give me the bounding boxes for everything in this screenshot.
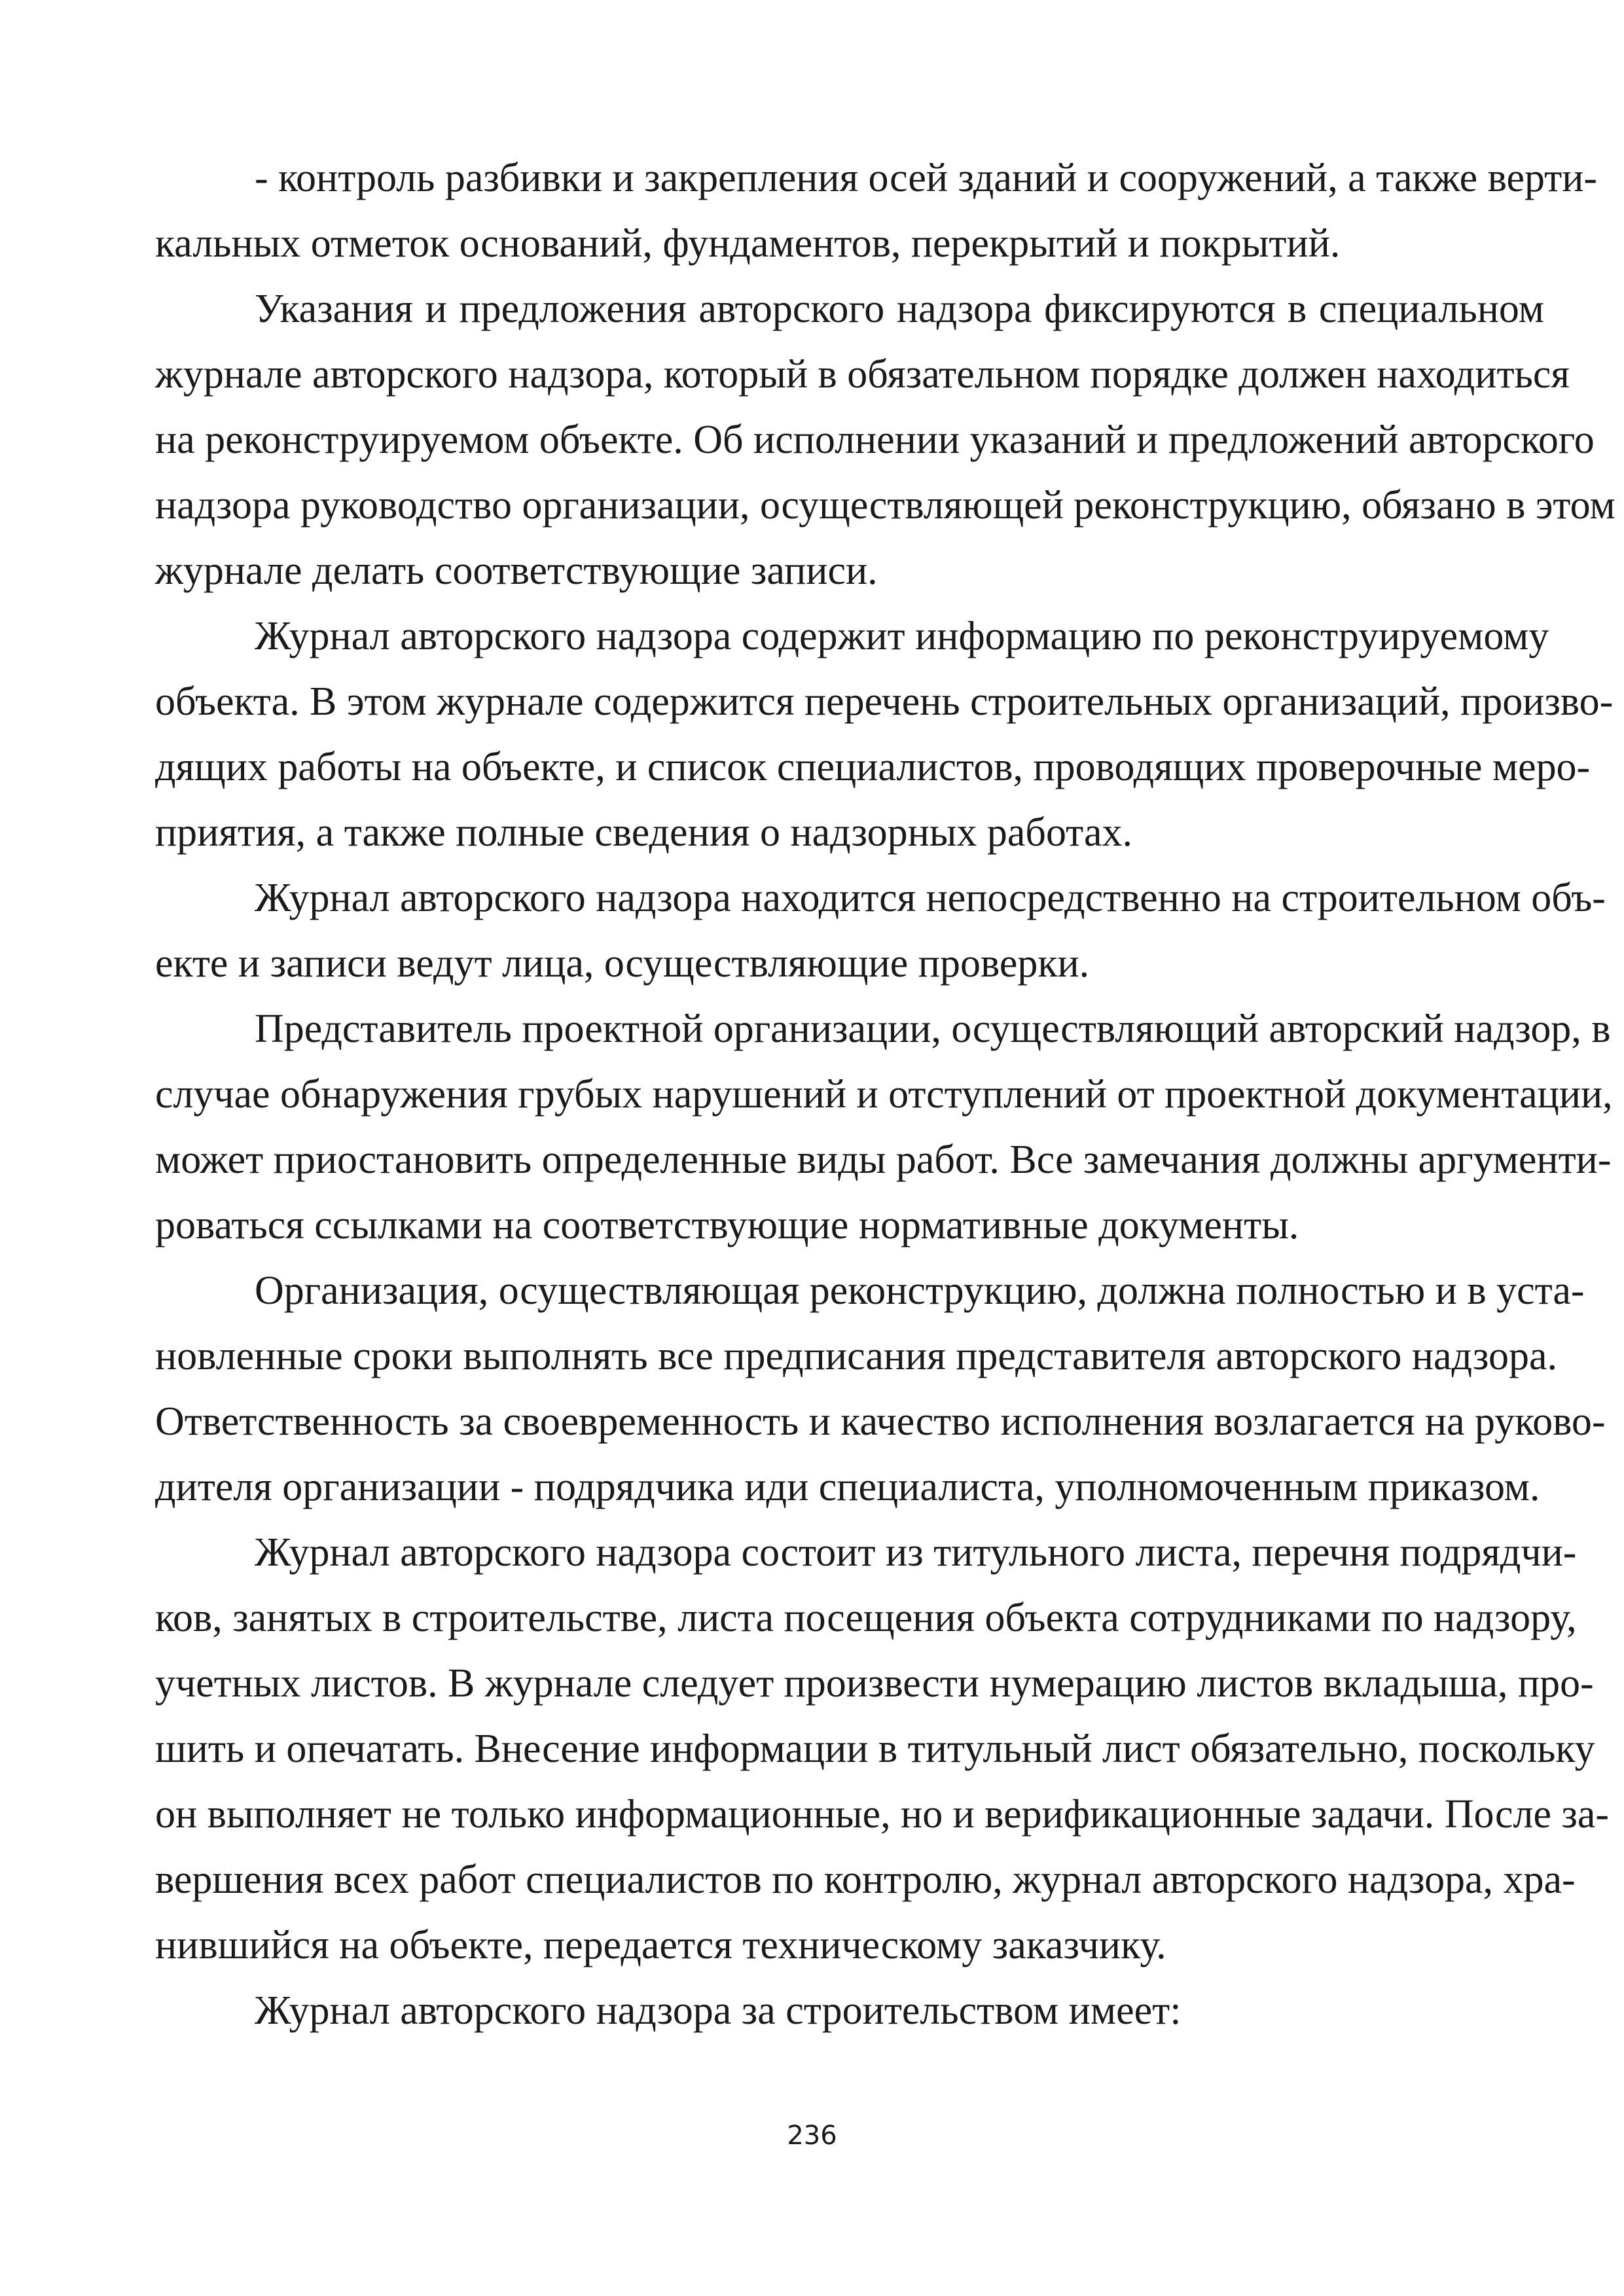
text-line: Организация, осуществляющая реконструкцию, должна полностью и в уста- — [255, 1268, 1585, 1313]
paragraph — [155, 1258, 1606, 1520]
paragraph — [155, 1978, 1544, 2043]
text-line: дящих работы на объекте, и список специалистов, проводящих проверочные меро- — [155, 745, 1591, 789]
paragraph — [155, 1520, 1610, 1978]
paragraph — [155, 996, 1613, 1258]
text-line: журнале делать соответствующие записи. — [155, 548, 878, 593]
text-line: журнале авторского надзора, который в обязательном порядке должен находиться — [155, 352, 1570, 397]
text-line: Представитель проектной организации, осуществляющий авторский надзор, в — [255, 1007, 1611, 1051]
body-text — [155, 145, 1615, 2043]
text-line: надзора руководство организации, осуществляющей реконструкцию, обязано в этом — [155, 483, 1615, 528]
text-line: на реконструируемом объекте. Об исполнении указаний и предложений авторского — [155, 418, 1595, 462]
text-line: ков, занятых в строительстве, листа посещения объекта сотрудниками по надзору, — [155, 1596, 1577, 1640]
text-line: - контроль разбивки и закрепления осей зданий и сооружений, а также верти- — [255, 156, 1597, 200]
text-line: вершения всех работ специалистов по контролю, журнал авторского надзора, хра- — [155, 1857, 1576, 1902]
paragraph — [155, 145, 1597, 276]
paragraph — [155, 603, 1614, 865]
text-line: роваться ссылками на соответствующие нормативные документы. — [155, 1203, 1299, 1247]
text-line: он выполняет не только информационные, но и верификационные задачи. После за- — [155, 1792, 1610, 1837]
text-line: объекта. В этом журнале содержится перечень строительных организаций, произво- — [155, 679, 1614, 724]
text-line: Журнал авторского надзора находится непосредственно на строительном объ- — [255, 876, 1606, 920]
page-number: 236 — [787, 2121, 837, 2151]
text-line: Указания и предложения авторского надзора фиксируются в специальном — [255, 287, 1544, 331]
paragraph — [155, 865, 1606, 996]
text-line: дителя организации - подрядчика иди специалиста, уполномоченным приказом. — [155, 1465, 1540, 1509]
text-line: учетных листов. В журнале следует произвести нумерацию листов вкладыша, про- — [155, 1661, 1594, 1706]
paragraph — [155, 276, 1615, 603]
text-line: новленные сроки выполнять все предписания представителя авторского надзора. — [155, 1334, 1557, 1378]
text-line: екте и записи ведут лица, осуществляющие проверки. — [155, 941, 1090, 986]
text-line: Журнал авторского надзора за строительством имеет: — [255, 1988, 1182, 2033]
text-line: нившийся на объекте, передается техническому заказчику. — [155, 1923, 1166, 1967]
text-line: шить и опечатать. Внесение информации в титульный лист обязательно, поскольку — [155, 1727, 1595, 1771]
text-line: Журнал авторского надзора содержит информацию по реконструируемому — [255, 614, 1549, 658]
text-line: Журнал авторского надзора состоит из титульного листа, перечня подрядчи- — [255, 1530, 1577, 1575]
text-line: может приостановить определенные виды работ. Все замечания должны аргументи- — [155, 1138, 1612, 1182]
text-line: случае обнаружения грубых нарушений и отступлений от проектной документации, — [155, 1072, 1613, 1117]
text-line: приятия, а также полные сведения о надзорных работах. — [155, 810, 1133, 855]
text-line: кальных отметок оснований, фундаментов, перекрытий и покрытий. — [155, 221, 1341, 266]
text-line: Ответственность за своевременность и качество исполнения возлагается на руково- — [155, 1399, 1606, 1444]
